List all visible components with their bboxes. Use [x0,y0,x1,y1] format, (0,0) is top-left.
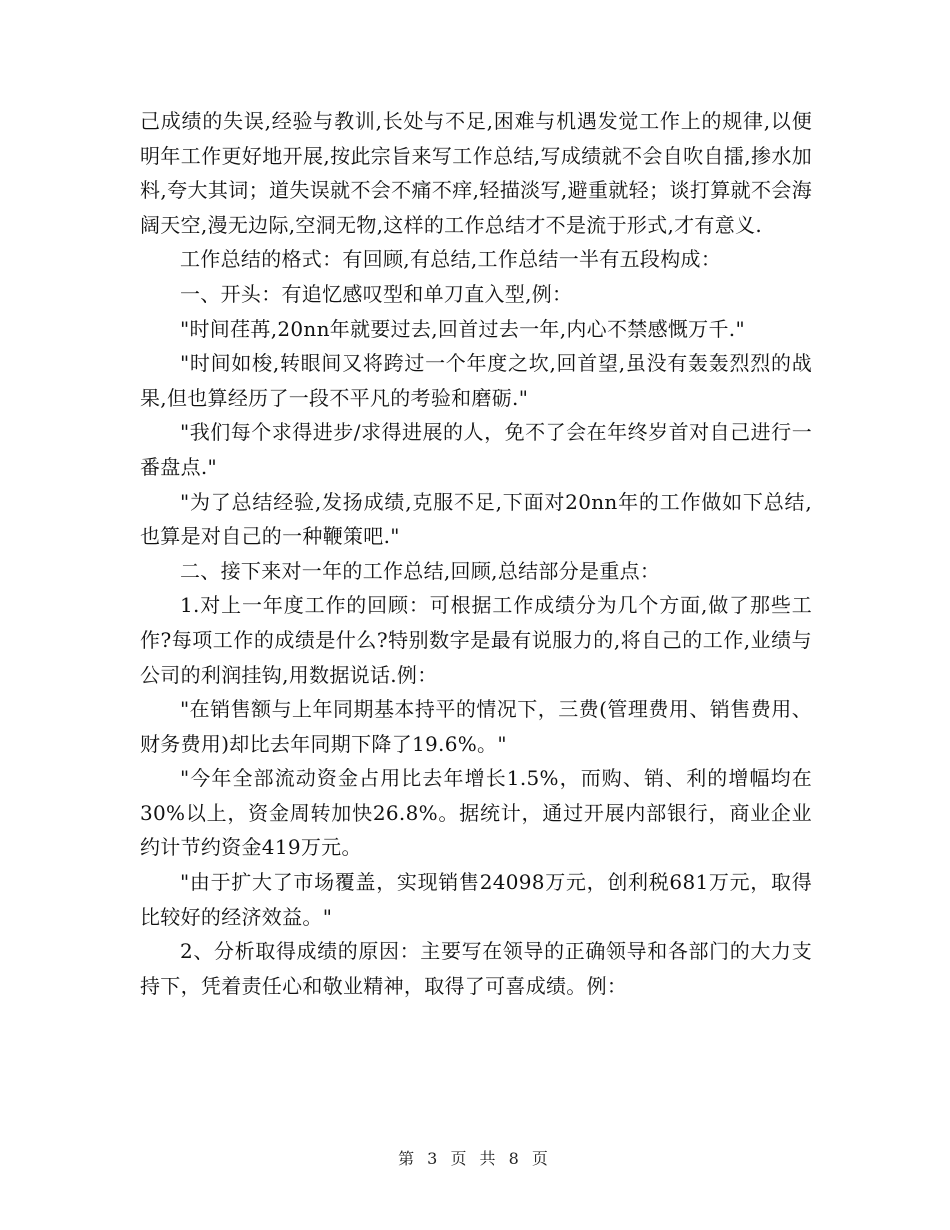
paragraph: 己成绩的失误,经验与教训,长处与不足,困难与机遇发觉工作上的规律,以便明年工作更好地开展,按此宗旨来写工作总结,写成绩就不会自吹自擂,掺水加料,夸大其词；道失误就不会不痛不痒,轻描淡写,避重就轻；谈打算就不会海阔天空,漫无边际,空洞无物,这样的工作总结才不是流于形式,才有意义. [140,109,812,237]
paragraph: "时间如梭,转眼间又将跨过一个年度之坎,回首望,虽没有轰轰烈烈的战果,但也算经历了一段不平凡的考验和磨砺." [140,351,812,410]
paragraph: 一、开头：有追忆感叹型和单刀直入型,例： [180,281,573,306]
paragraph: 1.对上一年度工作的回顾：可根据工作成绩分为几个方面,做了那些工作?每项工作的成绩是什么?特别数字是最有说服力的,将自己的工作,业绩与公司的利润挂钩,用数据说话.例： [140,593,812,687]
paragraph: "时间荏苒,20nn年就要过去,回首过去一年,内心不禁感慨万千." [180,316,745,341]
paragraph: "在销售额与上年同期基本持平的情况下，三费(管理费用、销售费用、财务费用)却比去年同期下降了19.6%。" [140,697,812,756]
paragraph: 工作总结的格式：有回顾,有总结,工作总结一半有五段构成： [180,247,722,272]
paragraph: 二、接下来对一年的工作总结,回顾,总结部分是重点： [180,558,661,583]
page-number: 第 3 页 共 8 页 [398,1149,552,1168]
paragraph: "由于扩大了市场覆盖，实现销售24098万元，创利税681万元，取得比较好的经济效益。" [140,870,812,929]
paragraph: 2、分析取得成绩的原因：主要写在领导的正确领导和各部门的大力支持下，凭着责任心和敬业精神，取得了可喜成绩。例： [140,939,812,998]
paragraph: "今年全部流动资金占用比去年增长1.5%，而购、销、利的增幅均在30%以上，资金周转加快26.8%。据统计，通过开展内部银行，商业企业约计节约资金419万元。 [140,766,812,860]
paragraph: "我们每个求得进步/求得进展的人，免不了会在年终岁首对自己进行一番盘点." [140,420,812,479]
paragraph: "为了总结经验,发扬成绩,克服不足,下面对20nn年的工作做如下总结,也算是对自己的一种鞭策吧." [140,489,812,549]
document-body [140,104,812,1003]
